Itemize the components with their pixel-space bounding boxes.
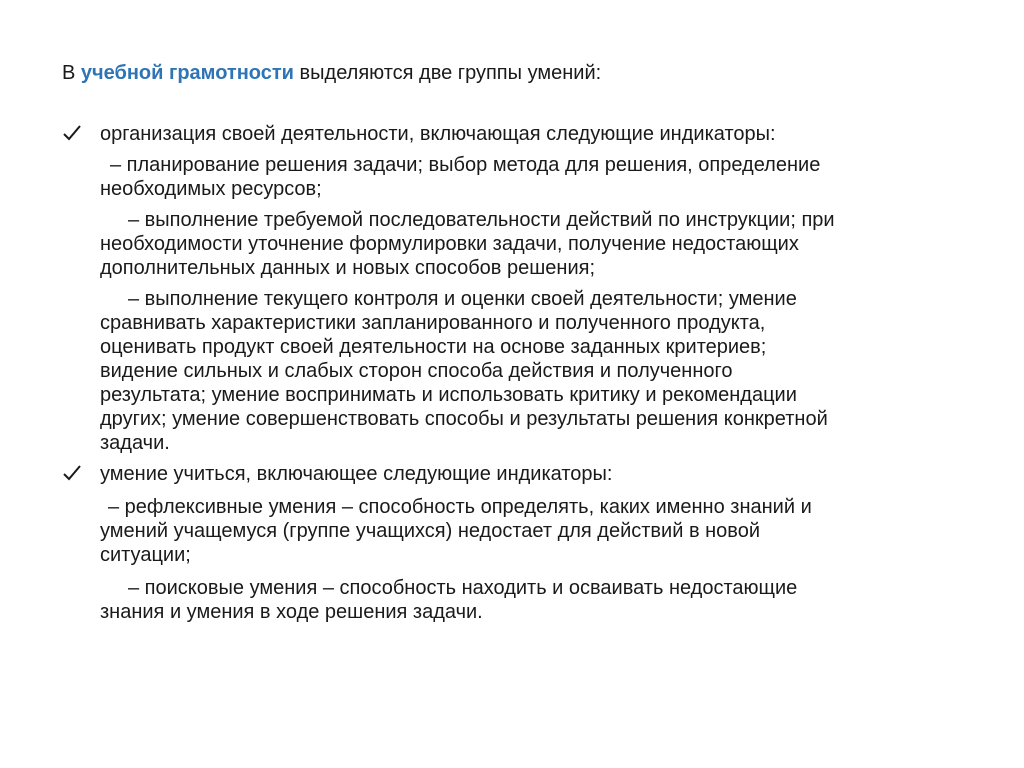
item-line: дополнительных данных и новых способов решения; (100, 257, 595, 279)
item-line: сравнивать характеристики запланированного и полученного продукта, (100, 312, 766, 334)
item-line: – поисковые умения – способность находить и осваивать недостающие (128, 577, 798, 599)
item-line: задачи. (100, 432, 170, 454)
intro-suffix: выделяются две группы умений: (293, 62, 602, 84)
check-icon (62, 464, 82, 484)
intro-prefix: В (62, 62, 81, 84)
intro-line (62, 60, 601, 86)
item-line: – рефлексивные умения – способность определять, каких именно знаний и (108, 496, 812, 518)
check-icon (62, 124, 82, 144)
group-2-item-1 (100, 495, 980, 567)
item-line: – выполнение требуемой последовательности действий по инструкции; при (128, 209, 835, 231)
intro-highlight: учебной грамотности (80, 62, 294, 84)
item-line: необходимости уточнение формулировки задачи, получение недостающих (100, 233, 799, 255)
item-line: других; умение совершенствовать способы и результаты решения конкретной (100, 408, 828, 430)
item-line: оценивать продукт своей деятельности на основе заданных критериев; (100, 336, 767, 358)
item-line: результата; умение воспринимать и использовать критику и рекомендации (100, 384, 797, 406)
group-2-item-2 (100, 576, 980, 624)
group-1-item-3 (100, 287, 980, 455)
group-1-item-2 (100, 208, 980, 280)
item-line: – выполнение текущего контроля и оценки своей деятельности; умение (128, 288, 797, 310)
group-2-title: умение учиться, включающее следующие индикаторы: (100, 463, 613, 485)
group-1-title: организация своей деятельности, включающая следующие индикаторы: (100, 123, 776, 145)
item-line: знания и умения в ходе решения задачи. (100, 601, 483, 623)
item-line: – планирование решения задачи; выбор метода для решения, определение (110, 154, 821, 176)
item-line: умений учащемуся (группе учащихся) недостает для действий в новой (100, 520, 760, 542)
item-line: необходимых ресурсов; (100, 178, 322, 200)
item-line: ситуации; (100, 544, 191, 566)
item-line: видение сильных и слабых сторон способа действия и полученного (100, 360, 733, 382)
group-1-item-1 (100, 153, 980, 201)
